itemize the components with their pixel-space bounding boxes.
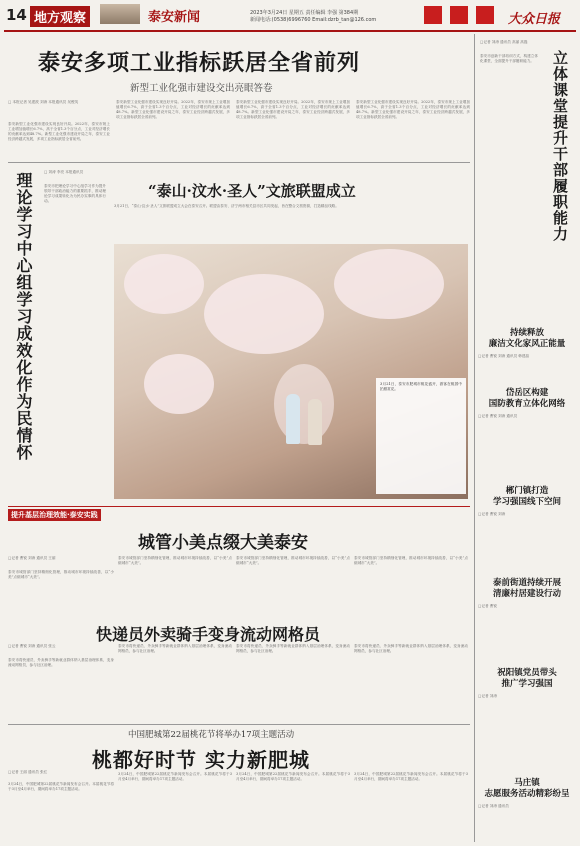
story2-headline: 城管小美点缀大美泰安	[138, 533, 308, 553]
qr-code-icon	[476, 6, 494, 24]
story4-body-col2: 3月24日，中国肥城第22届桃花节新闻发布会召开。本届桃花节将于3月至4月举行，期间将举办17项主题活动。	[118, 772, 232, 781]
brief-title: 岱岳区构建 国防教育立体化网络	[488, 388, 566, 409]
brief-byline: □记者 刘涛 通讯员	[478, 804, 509, 808]
brief-title: 持续释放 廉洁文化家风正能量	[488, 328, 566, 349]
lead-body-col3: 泰安新型工业化强市建设实现良好开局。2022年，泰安市规上工业增加值增长6.7%，高于全省1.3个百分点，工业对经济增长的贡献率达到48.7%。新型工业化强市建设开局之年，泰安工业经济跨越式发展，多项工业指标跃居全省前列。	[236, 100, 350, 119]
story4-body: 3月24日，中国肥城第22届桃花节新闻发布会召开。本届桃花节将于3月至4月举行，期间将举办17项主题活动。	[8, 782, 114, 791]
brief-title: 马庄镇 志愿服务活动精彩纷呈	[484, 778, 570, 799]
story3-body-col2: 泰安市将快递员、外卖骑手等新就业群体纳入基层治理体系，变身流动网格员，参与社区治理。	[118, 644, 232, 653]
brief-byline: □记者 曹锐 刘涛	[478, 512, 506, 516]
story4-body-col4: 3月24日，中国肥城第22届桃花节新闻发布会召开。本届桃花节将于3月至4月举行，期间将举办17项主题活动。	[354, 772, 468, 781]
brief-byline: □记者 曹锐	[478, 604, 497, 608]
story2-body-col2: 泰安市城管部门坚持精细化管理，推动城市环境持续改善，以“小美”点缀城市“大美”。	[118, 556, 232, 565]
brief-byline: □记者 曹锐 刘涛 通讯员 韩建晶	[478, 354, 530, 358]
theory-body: 泰安市把理论学习中心组学习作为提升领导干部政治能力的重要抓手，推动理论学习成果转化为为民办实事的具体行动。	[44, 184, 106, 203]
brief-title: 祝阳镇党员带头 推广学习强国	[497, 668, 557, 689]
header-rule	[4, 30, 576, 32]
story3-headline: 快递员外卖骑手变身流动网格员	[96, 625, 321, 644]
photo-caption: 3月21日，泰安市肥城市桃花盛开，游客在桃园中拍照赏花。	[380, 382, 462, 391]
theory-headline: 理论学习中心组学习成效化作为民情怀	[14, 172, 33, 461]
divider	[8, 162, 470, 163]
issue-meta: 2023年3月24日 星期五 责任编辑 李强 第384期 新闻电话:(0538)6996760 Email:dzrb_tan@126.com	[250, 10, 377, 23]
sidebar-lead-body: 泰安市创新干部培训方式，构建立体化课堂，全面提升干部履职能力。	[480, 54, 538, 63]
story2-body-col4: 泰安市城管部门坚持精细化管理，推动城市环境持续改善，以“小美”点缀城市“大美”。	[354, 556, 468, 565]
story4-body-col3: 3月24日，中国肥城第22届桃花节新闻发布会召开。本届桃花节将于3月至4月举行，期间将举办17项主题活动。	[236, 772, 350, 781]
story2-byline: □记者 曹锐 刘涛 通讯员 王丽	[8, 556, 56, 560]
brief-title: 泰前街道持续开展 清廉村居建设行动	[492, 578, 561, 599]
divider	[8, 724, 470, 725]
story3-body-col4: 泰安市将快递员、外卖骑手等新就业群体纳入基层治理体系，变身流动网格员，参与社区治理。	[354, 644, 468, 653]
photo-caption-box	[376, 378, 466, 494]
lead-byline: □ 本报记者 吴建波 刘涛 本报通讯员 吴俊英	[8, 100, 79, 104]
brief-byline: □记者 刘涛	[478, 694, 497, 698]
paper-section-title: 泰安新闻	[148, 10, 201, 25]
brief-byline: □记者 曹锐 刘涛 通讯员	[478, 414, 518, 418]
column-divider	[474, 34, 475, 842]
lead-body-col4: 泰安新型工业化强市建设实现良好开局。2022年，泰安市规上工业增加值增长6.7%，高于全省1.3个百分点，工业对经济增长的贡献率达到48.7%。新型工业化强市建设开局之年，泰安工业经济跨越式发展，多项工业指标跃居全省前列。	[356, 100, 470, 119]
story3-body: 泰安市将快递员、外卖骑手等新就业群体纳入基层治理体系，变身流动网格员，参与社区治理。	[8, 658, 114, 667]
story3-byline: □记者 曹锐 刘涛 通讯员 张云	[8, 644, 56, 648]
lead-subtitle: 新型工业化强市建设交出亮眼答卷	[130, 83, 273, 94]
sidebar-vertical-headline: 立体课堂提升干部履职能力	[551, 50, 569, 242]
story2-body-col3: 泰安市城管部门坚持精细化管理，推动城市环境持续改善，以“小美”点缀城市“大美”。	[236, 556, 350, 565]
page-header	[0, 0, 580, 30]
story4-kicker: 中国肥城第22届桃花节将举办17项主题活动	[128, 730, 295, 740]
section-banner	[8, 506, 470, 519]
page-number: 14	[6, 6, 27, 24]
story4-byline: □记者 王丽 通讯员 张红	[8, 770, 48, 774]
lead-body-col2: 泰安新型工业化强市建设实现良好开局。2022年，泰安市规上工业增加值增长6.7%，高于全省1.3个百分点，工业对经济增长的贡献率达到48.7%。新型工业化强市建设开局之年，泰安工业经济跨越式发展，多项工业指标跃居全省前列。	[116, 100, 230, 119]
lead-body: 泰安新型工业化强市建设实现良好开局。2022年，泰安市规上工业增加值增长6.7%，高于全省1.3个百分点，工业对经济增长的贡献率达到48.7%。新型工业化强市建设开局之年，泰安工业经济跨越式发展，多项工业指标跃居全省前列。	[8, 122, 110, 141]
theory-byline: □ 刘涛 李亮 本报通讯员	[44, 170, 84, 174]
qr-code-icon	[450, 6, 468, 24]
league-body: 3月21日，“泰山·汶水·圣人”文旅联盟成立大会在泰安召开。联盟由泰安、济宁两市相关县市区共同发起，旨在整合文旅资源，打造精品线路。	[114, 204, 339, 208]
story4-headline: 桃都好时节 实力新肥城	[92, 748, 310, 772]
header-skyline-image	[100, 4, 140, 24]
section-label: 地方观察	[30, 6, 90, 27]
lead-headline: 泰安多项工业指标跃居全省前列	[38, 50, 361, 76]
league-headline: “泰山·汶水·圣人”文旅联盟成立	[148, 182, 356, 200]
qr-code-icon	[424, 6, 442, 24]
banner-tag: 提升基层治理效能·泰安实践	[8, 509, 101, 521]
brief-title: 郴门镇打造 学习强国线下空间	[492, 486, 561, 507]
sidebar-byline: □记者 刘涛 通讯员 高丽 高磊	[480, 40, 528, 44]
story3-body-col3: 泰安市将快递员、外卖骑手等新就业群体纳入基层治理体系，变身流动网格员，参与社区治理。	[236, 644, 350, 653]
newspaper-logo: 大众日报	[508, 12, 561, 27]
story2-body: 泰安市城管部门坚持精细化管理，推动城市环境持续改善，以“小美”点缀城市“大美”。	[8, 570, 114, 579]
